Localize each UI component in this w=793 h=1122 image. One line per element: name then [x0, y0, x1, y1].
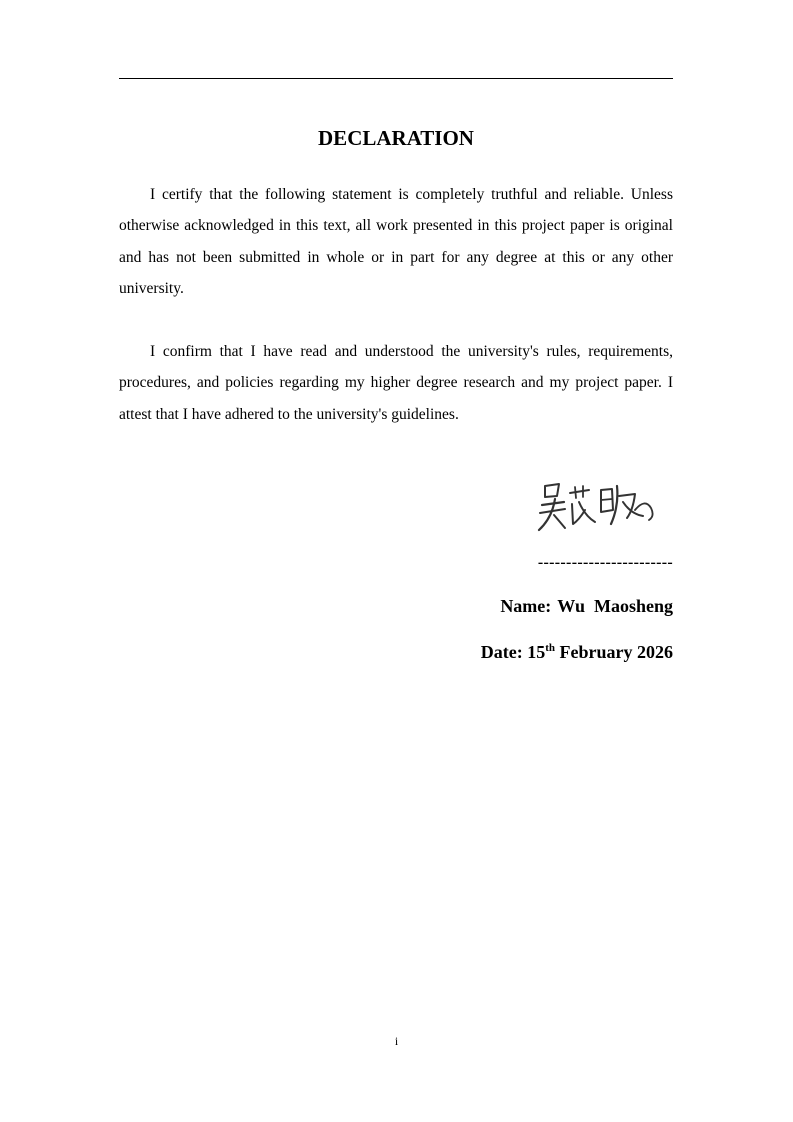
name-line [373, 594, 673, 618]
page-number: i [394, 1034, 399, 1048]
date-ordinal-suffix: th [545, 642, 556, 654]
name-label: Name: [500, 596, 552, 616]
declaration-paragraph-2: I confirm that I have read and understood the university's rules, requirements, procedures, and policies regarding my higher degree research and my project paper. I attest that I have adhered to the university's guidelines. [119, 343, 673, 423]
date-line [373, 636, 673, 664]
signature-line: ------------------------ [537, 554, 673, 571]
date-label: Date: [480, 642, 523, 662]
date-month-year: February 2026 [559, 642, 673, 662]
header-rule [119, 78, 673, 79]
handwritten-signature [515, 472, 675, 542]
signature-drawing [515, 472, 675, 542]
declaration-paragraph-1: I certify that the following statement is completely truthful and reliable. Unless otherwise acknowledged in this text, all work presented in this project paper is original and has not been submitted in whole or in part for any degree at this or any other university. [119, 186, 673, 297]
name-value: Wu Maosheng [557, 596, 673, 616]
page-title: DECLARATION [318, 126, 474, 150]
date-day: 15 [527, 642, 546, 662]
